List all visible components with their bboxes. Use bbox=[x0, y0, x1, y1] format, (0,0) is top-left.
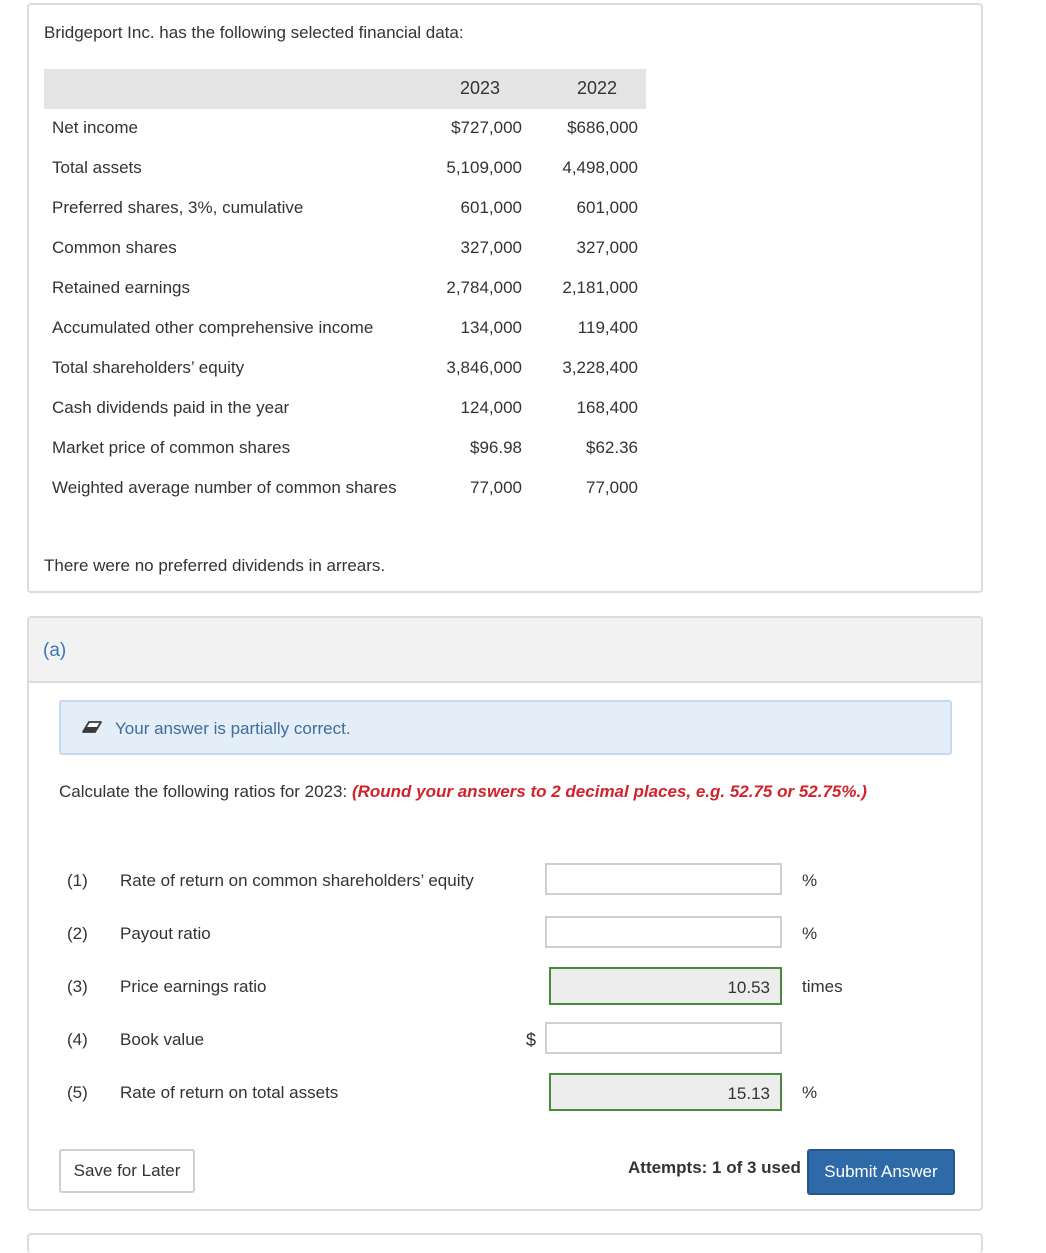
question-label: Rate of return on common shareholders’ equity bbox=[120, 871, 474, 890]
table-row bbox=[44, 309, 646, 349]
submit-answer-button[interactable]: Submit Answer bbox=[807, 1149, 955, 1195]
table-row bbox=[44, 349, 646, 389]
value-2022: 601,000 bbox=[576, 198, 638, 217]
rota-answer-input[interactable] bbox=[549, 1073, 782, 1111]
unit-label: % bbox=[802, 1083, 818, 1102]
table-row bbox=[44, 149, 646, 189]
row-label: Net income bbox=[52, 118, 138, 137]
value-2023: 5,109,000 bbox=[446, 158, 522, 177]
problem-panel bbox=[27, 3, 983, 593]
question-row bbox=[59, 861, 959, 901]
question-number: (2) bbox=[67, 924, 88, 943]
question-number: (3) bbox=[67, 977, 88, 996]
currency-prefix: $ bbox=[526, 1030, 537, 1050]
row-label: Market price of common shares bbox=[52, 438, 291, 457]
table-row bbox=[44, 389, 646, 429]
table-row bbox=[44, 229, 646, 269]
value-2022: 4,498,000 bbox=[562, 158, 638, 177]
question-row bbox=[59, 914, 959, 954]
question-label: Rate of return on total assets bbox=[120, 1083, 339, 1102]
problem-intro: Bridgeport Inc. has the following selected financial data: bbox=[44, 23, 464, 42]
value-2022: 327,000 bbox=[576, 238, 638, 257]
value-2023: 327,000 bbox=[460, 238, 522, 257]
next-part-panel bbox=[27, 1233, 983, 1253]
question-number: (5) bbox=[67, 1083, 88, 1102]
financial-table-header bbox=[44, 69, 646, 109]
book-value-answer-input[interactable] bbox=[545, 1022, 782, 1054]
question-number: (4) bbox=[67, 1030, 88, 1049]
question-row bbox=[59, 1020, 959, 1060]
partial-credit-icon bbox=[81, 715, 103, 737]
roe-answer-input[interactable] bbox=[545, 863, 782, 895]
instructions-text: Calculate the following ratios for 2023: bbox=[59, 782, 352, 801]
value-2022: 77,000 bbox=[586, 478, 638, 497]
row-label: Preferred shares, 3%, cumulative bbox=[52, 198, 304, 217]
question-label: Price earnings ratio bbox=[120, 977, 267, 996]
feedback-message: Your answer is partially correct. bbox=[115, 719, 351, 738]
row-label: Accumulated other comprehensive income bbox=[52, 318, 374, 337]
pe-ratio-answer-input[interactable] bbox=[549, 967, 782, 1005]
row-label: Cash dividends paid in the year bbox=[52, 398, 290, 417]
row-label: Retained earnings bbox=[52, 278, 190, 297]
row-label: Total shareholders’ equity bbox=[52, 358, 245, 377]
table-row bbox=[44, 429, 646, 469]
question-label: Book value bbox=[120, 1030, 205, 1049]
feedback-banner bbox=[59, 700, 952, 755]
table-row bbox=[44, 189, 646, 229]
value-2023: 77,000 bbox=[470, 478, 522, 497]
value-2023: $727,000 bbox=[451, 118, 522, 137]
table-row bbox=[44, 109, 646, 149]
payout-ratio-answer-input[interactable] bbox=[545, 916, 782, 948]
column-2022: 2022 bbox=[577, 78, 618, 98]
question-number: (1) bbox=[67, 871, 88, 890]
value-2023: 124,000 bbox=[460, 398, 522, 417]
instructions bbox=[59, 780, 919, 804]
value-2023: 2,784,000 bbox=[446, 278, 522, 297]
unit-label: times bbox=[802, 977, 843, 996]
part-label: (a) bbox=[43, 640, 67, 661]
value-2023: 601,000 bbox=[460, 198, 522, 217]
value-2022: 3,228,400 bbox=[562, 358, 638, 377]
question-label: Payout ratio bbox=[120, 924, 211, 943]
question-row bbox=[59, 1073, 959, 1113]
row-label: Common shares bbox=[52, 238, 177, 257]
value-2022: 168,400 bbox=[576, 398, 638, 417]
value-2022: $686,000 bbox=[567, 118, 638, 137]
value-2023: 134,000 bbox=[460, 318, 522, 337]
attempts-counter: Attempts: 1 of 3 used bbox=[628, 1158, 801, 1177]
column-2023: 2023 bbox=[460, 78, 501, 98]
value-2023: $96.98 bbox=[470, 438, 522, 457]
row-label: Weighted average number of common shares bbox=[52, 478, 397, 497]
rounding-hint: (Round your answers to 2 decimal places, e.g. 52.75 or 52.75%.) bbox=[351, 782, 867, 801]
table-row bbox=[44, 469, 646, 509]
question-row bbox=[59, 967, 959, 1007]
unit-label: % bbox=[802, 924, 818, 943]
part-header bbox=[29, 618, 981, 683]
row-label: Total assets bbox=[52, 158, 142, 177]
unit-label: % bbox=[802, 871, 818, 890]
arrears-note: There were no preferred dividends in arrears. bbox=[44, 556, 386, 575]
value-2022: $62.36 bbox=[586, 438, 638, 457]
value-2022: 119,400 bbox=[577, 318, 638, 337]
value-2023: 3,846,000 bbox=[446, 358, 522, 377]
save-for-later-button[interactable]: Save for Later bbox=[59, 1149, 195, 1193]
value-2022: 2,181,000 bbox=[562, 278, 638, 297]
table-row bbox=[44, 269, 646, 309]
part-a-panel bbox=[27, 616, 983, 1211]
